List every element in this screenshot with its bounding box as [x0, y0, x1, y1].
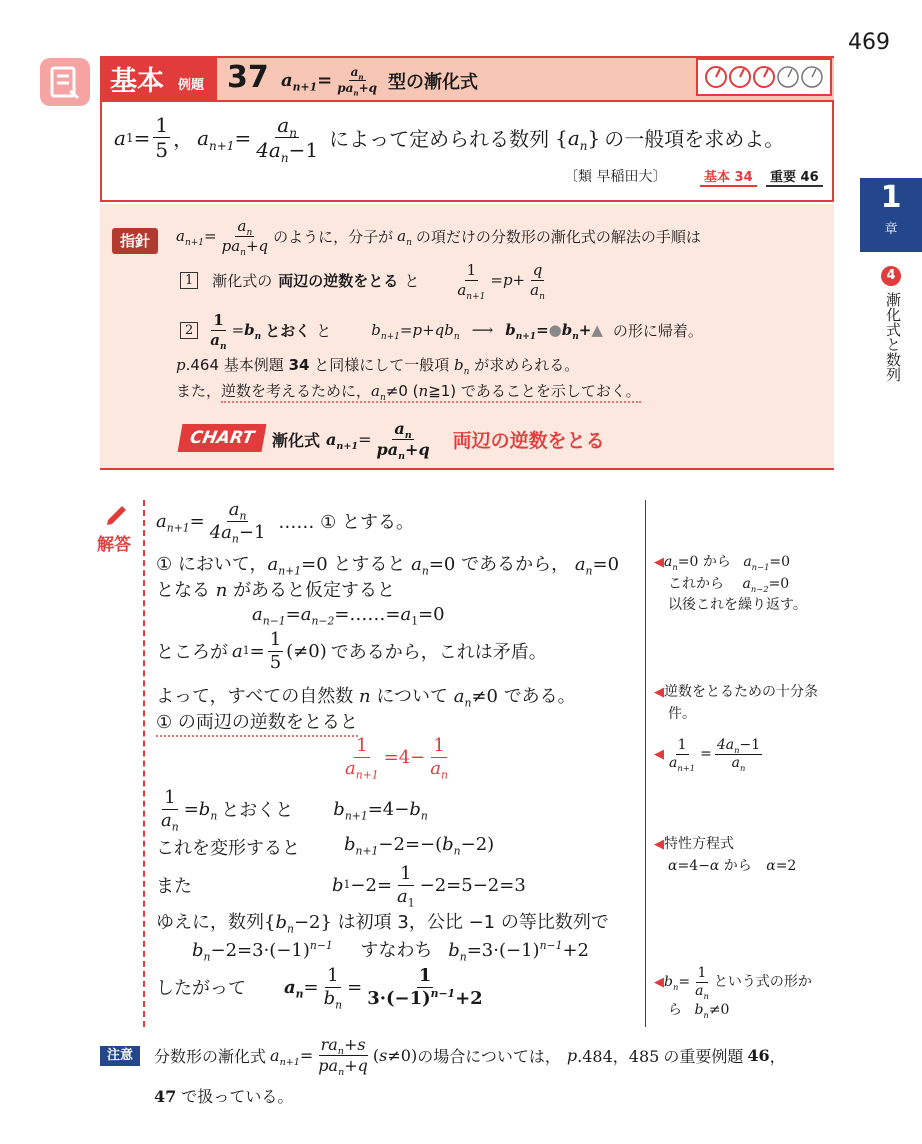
sol-line-12: ゆえに，数列$\{b_n-2\}$ は初項 3，公比 −1 の等比数列で	[156, 912, 609, 936]
sol-line-7: ① の両辺の逆数をとると	[156, 708, 358, 737]
badge-sub: 例題	[178, 78, 205, 93]
solution-divider	[143, 500, 145, 1027]
side-note-5: ◀ $b_n$ = $\frac{1}{a_n}$ という式の形か ら $b_n\ne 0$	[654, 965, 812, 1020]
chart-rule: 漸化式 $a_{n+1}$ = $\frac{a_n}{pa_n+q}$ 両辺の逆数をとる	[272, 419, 605, 462]
sol-line-8: $\frac{1}{a_{n+1}}$ =4− $\frac{1}{a_n}$	[345, 735, 448, 782]
problem-box	[100, 100, 834, 202]
hint-step1: 1 漸化式の 両辺の逆数をとる と $\frac{1}{a_{n+1}}$ = p + $\frac{q}{a_n}$	[180, 262, 550, 298]
note-icon[interactable]	[40, 58, 90, 106]
example-number: 37	[227, 60, 269, 95]
problem-source: 〔類 早稲田大〕	[564, 169, 667, 185]
sol-line-3: となる n があると仮定すると	[156, 580, 396, 601]
side-note-2: ◀逆数をとるための十分条 件。	[654, 684, 818, 722]
header-title: $a_{n+1}$ = $\frac{a_n}{pa_n+q}$ 型の漸化式	[281, 65, 479, 98]
sol-line-5: ところが a 1 = $\frac{1}{5}$ (≠0) であるから，これは矛盾。	[156, 629, 547, 673]
hint-box	[100, 204, 834, 470]
sol-line-14: したがって $a_n$ = $\frac{1}{b_n}$ = $\frac{1}{3\cdot(-1)^{n-1}+2}$	[156, 965, 483, 1012]
ref-basic-link[interactable]: 基本 34	[700, 166, 757, 187]
section-number-badge: 4	[881, 266, 901, 286]
notes-divider	[645, 500, 646, 1027]
sol-line-2: ① において，$a_{n+1}=0$ とすると $a_n=0$ であるから， $a_n=0$	[156, 554, 620, 578]
ref-important-link[interactable]: 重要 46	[766, 166, 823, 187]
sol-line-6: よって，すべての自然数 n について $a_n\ne 0$ である。	[156, 686, 576, 710]
pencil-icon	[104, 500, 130, 530]
side-note-1: $◀a_n=0$ から $a_{n-1}=0$ これから $a_{n-2}=0$ 以後これを繰り返す。	[654, 554, 807, 614]
caution-line-2: 47 で扱っている。	[154, 1087, 294, 1106]
solution-label: 解答	[97, 535, 131, 555]
problem-statement: a 1 = $\frac{1}{5}$ ， $a_{n+1}$ = $\frac{a_n}{4a_n-1}$ によって定められる数列 $\{a_n\}$ の一般項を求めよ。	[114, 113, 785, 165]
badge-main: 基本	[110, 66, 164, 97]
sol-line-10: これを変形すると $b_{n+1}-2=-(b_n-2)$	[156, 834, 495, 859]
hint-label: 指針	[112, 228, 158, 254]
page-number: 469	[848, 30, 890, 55]
difficulty-clock-icons	[698, 60, 830, 94]
caution-line-1: 分数形の漸化式 $a_{n+1}$ = $\frac{ra_n+s}{pa_n+q}$ ( s ≠0) の場合については， p .484，485 の重要例題 46 ，	[154, 1035, 786, 1078]
caution-label: 注意	[100, 1046, 140, 1066]
hint-step2: 2 $\frac{1}{a_n}$ = $b_n$ とおく と $b_{n+1}$ = p + $qb_n$ ⟶ $b_{n+1}=●b_n+▲$ の形に帰着。	[180, 312, 703, 348]
hint-intro: $a_{n+1}$ = $\frac{a_n}{pa_n+q}$ のように，分子が $a_n$ の項だけの分数形の漸化式の解法の手順は	[176, 217, 701, 258]
hint-line4: また，逆数を考えるために，$a_n\ne 0$ (n≧1) であることを示しておく。	[176, 382, 641, 403]
example-badge	[100, 56, 217, 100]
difficulty-rating	[696, 58, 832, 96]
side-note-4: ◀特性方程式 α=4−α から α=2	[654, 836, 797, 874]
sol-line-4: $a_{n-1}=a_{n-2}=\dots\dots=a_1=0$	[252, 604, 445, 628]
chart-badge: CHART	[178, 424, 267, 452]
hint-line3: p.464 基本例題 34 と同様にして一般項 $b_n$ が求められる。	[176, 356, 580, 377]
sol-line-9: $\frac{1}{a_n}$ = $b_n$ とおくと $b_{n+1}$ =4− $b_n$	[161, 787, 428, 834]
sol-line-1: $a_{n+1}$ = $\frac{a_n}{4a_n-1}$ …… ① とする。	[156, 499, 414, 546]
section-title: 漸化式と数列	[884, 292, 902, 382]
sol-line-11: また b 1 −2= $\frac{1}{a_1}$ −2=5−2=3	[156, 863, 526, 910]
sol-line-13: $b_n-2=3\cdot(-1)^{n-1}$ すなわち $b_n=3\cdot(-1)^{n-1}+2$	[192, 939, 589, 964]
chapter-tab[interactable]: 1 章	[860, 178, 922, 252]
side-note-3: ◀ $\frac{1}{a_{n+1}}$ = $\frac{4a_n-1}{a_n}$	[654, 737, 761, 774]
